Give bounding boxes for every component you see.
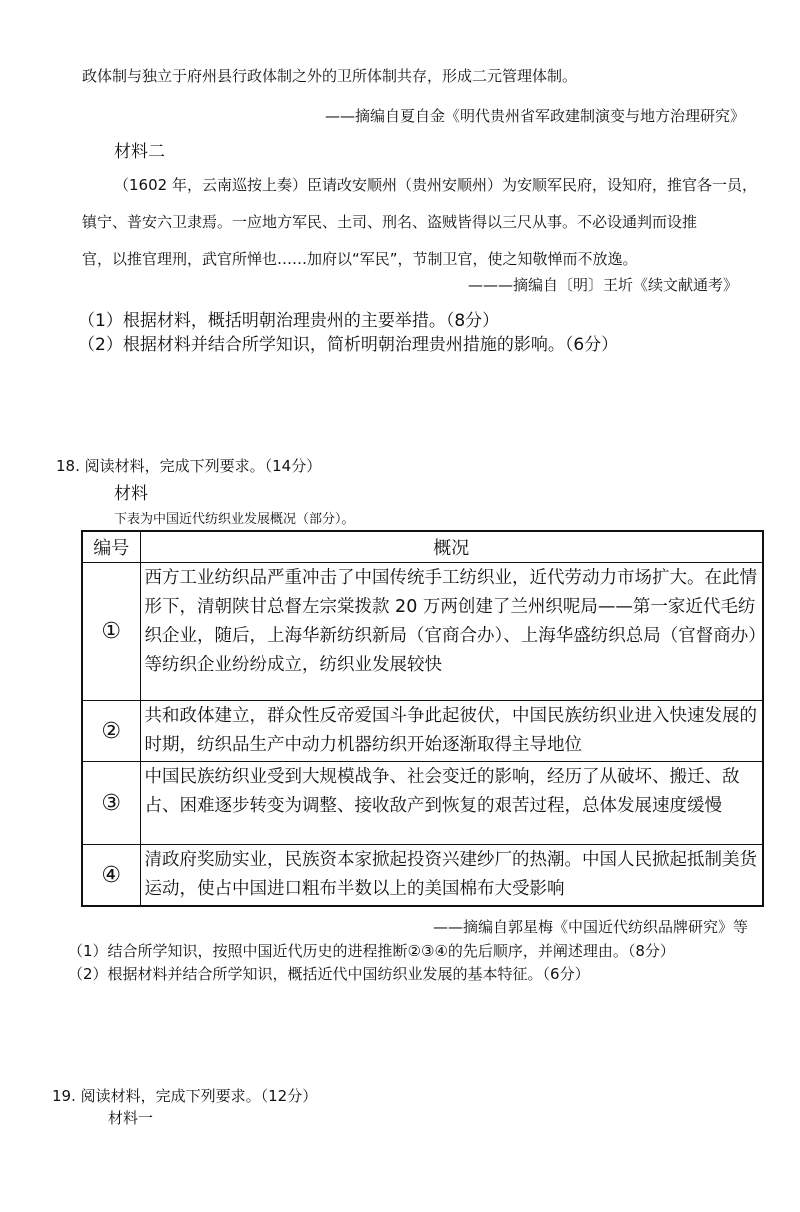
question-18-2: （2）根据材料并结合所学知识，概括近代中国纺织业发展的基本特征。（6分） — [68, 965, 590, 983]
question-17-2: （2）根据材料并结合所学知识，简析明朝治理贵州措施的影响。（6分） — [78, 335, 619, 355]
question-19-title: 19. 阅读材料，完成下列要求。（12分） — [52, 1087, 318, 1105]
table-header-row — [82, 531, 763, 563]
table-row — [82, 701, 763, 762]
table-header-number: 编号 — [82, 531, 140, 563]
material2-text-line-1: （1602 年，云南巡按上奏）臣请改安顺州（贵州安顺州）为安顺军民府，设知府，推官各一员， — [114, 176, 757, 194]
row-overview-text: 西方工业纺织品严重冲击了中国传统手工纺织业，近代劳动力市场扩大。在此情形下，清朝陕甘总督左宗棠拨款 20 万两创建了兰州织呢局——第一家近代毛纺织企业，随后，上海华新纺织新局（官商合办）、上海华盛纺织总局（官督商办）等纺织企业纷纷成立，纺织业发展较快 — [140, 563, 763, 701]
row-number: ② — [82, 701, 140, 762]
material2-source: ———摘编自〔明〕王圻《续文献通考》 — [467, 276, 738, 294]
row-number: ④ — [82, 845, 140, 907]
row-number: ① — [82, 563, 140, 701]
material1-source: ——摘编自夏自金《明代贵州省军政建制演变与地方治理研究》 — [324, 107, 745, 125]
material2-heading: 材料二 — [114, 142, 165, 162]
question-18-title: 18. 阅读材料，完成下列要求。（14分） — [56, 457, 322, 475]
material2-text-line-3: 官，以推官理刑，武官所惮也……加府以“军民”，节制卫官，使之知敬惮而不放逸。 — [82, 250, 638, 268]
material1-text-line: 政体制与独立于府州县行政体制之外的卫所体制共存，形成二元管理体制。 — [82, 67, 578, 85]
table-row — [82, 563, 763, 701]
table-header-overview: 概况 — [140, 531, 763, 563]
row-overview-text: 中国民族纺织业受到大规模战争、社会变迁的影响，经历了从破坏、搬迁、敌占、困难逐步转变为调整、接收敌产到恢复的艰苦过程，总体发展速度缓慢 — [140, 762, 763, 845]
row-overview-text: 共和政体建立，群众性反帝爱国斗争此起彼伏，中国民族纺织业进入快速发展的时期，纺织品生产中动力机器纺织开始逐渐取得主导地位 — [140, 701, 763, 762]
row-overview-text: 清政府奖励实业，民族资本家掀起投资兴建纱厂的热潮。中国人民掀起抵制美货运动，使占中国进口粗布半数以上的美国棉布大受影响 — [140, 845, 763, 907]
question-17-1: （1）根据材料，概括明朝治理贵州的主要举措。（8分） — [78, 311, 500, 331]
table-row — [82, 845, 763, 907]
question-19-material-heading: 材料一 — [108, 1109, 154, 1127]
question-18-table-intro: 下表为中国近代纺织业发展概况（部分）。 — [114, 512, 355, 527]
textile-overview-table — [81, 530, 764, 907]
table-row — [82, 762, 763, 845]
row-number: ③ — [82, 762, 140, 845]
question-18-1: （1）结合所学知识，按照中国近代历史的进程推断②③④的先后顺序，并阐述理由。（8分） — [68, 942, 675, 960]
question-18-source: ——摘编自郭星梅《中国近代纺织品牌研究》等 — [432, 918, 748, 936]
material2-text-line-2: 镇宁、普安六卫隶焉。一应地方军民、土司、刑名、盗贼皆得以三尺从事。不必设通判而设推 — [82, 213, 698, 231]
question-18-material-heading: 材料 — [114, 484, 148, 504]
